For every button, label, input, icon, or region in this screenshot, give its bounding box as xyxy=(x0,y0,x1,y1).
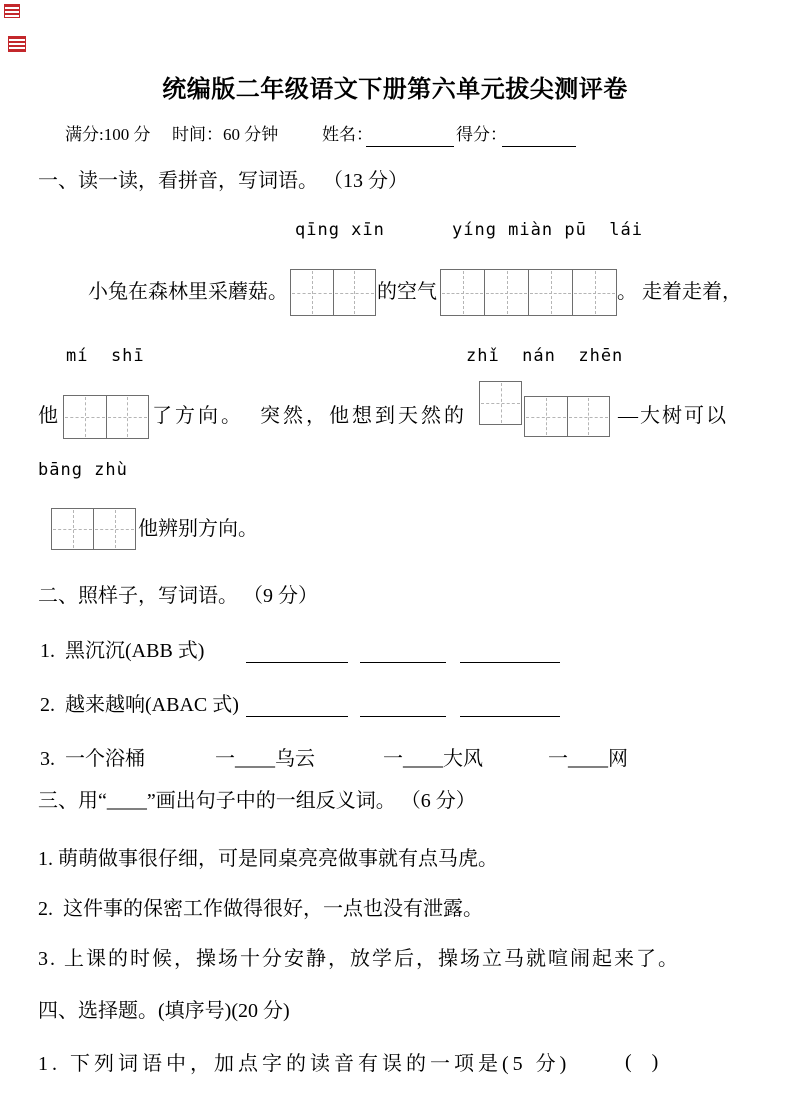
red-stamp-icon xyxy=(4,4,20,18)
tianzige-cell xyxy=(107,396,149,438)
tianzige-cell xyxy=(52,509,94,549)
section3-heading: 三、用“____”画出句子中的一组反义词。 （6 分） xyxy=(38,790,476,812)
tianzige-cell xyxy=(441,270,485,315)
sentence2-part3: —大树可以 xyxy=(618,405,728,427)
tianzige-cell xyxy=(291,270,334,315)
sentence2-part2: 了方向。 突然，他想到天然的 xyxy=(152,405,467,427)
tianzige-cell xyxy=(64,396,107,438)
tianzige-box xyxy=(479,381,522,425)
tianzige-cell xyxy=(485,270,529,315)
answer-blank-line xyxy=(360,700,446,717)
section3-item1: 1. 萌萌做事很仔细，可是同桌亮亮做事就有点马虎。 xyxy=(38,848,498,870)
tianzige-box xyxy=(290,269,376,316)
tianzige-box xyxy=(524,396,610,437)
tianzige-cell xyxy=(568,397,610,436)
sentence1-part3: 。 走着走着， xyxy=(617,281,742,303)
section4-heading: 四、选择题。(填序号)(20 分) xyxy=(38,1000,290,1022)
answer-parentheses: ( ) xyxy=(625,1051,659,1073)
tianzige-box xyxy=(51,508,136,550)
tianzige-box xyxy=(63,395,149,439)
pinyin-bangzhu: bāng zhù xyxy=(38,460,128,480)
section2-item3-blank2: 一____大风 xyxy=(383,748,483,770)
section3-item3: 3. 上课的时候，操场十分安静，放学后，操场立马就喧闹起来了。 xyxy=(38,948,680,970)
sentence1-part1: 小兔在森林里采蘑菇。 xyxy=(88,281,288,303)
section2-heading: 二、照样子，写词语。 （9 分） xyxy=(38,585,318,607)
pinyin-mishi: mí shī xyxy=(66,346,145,366)
score-blank-line xyxy=(502,130,576,147)
pinyin-yingmianpulai: yíng miàn pū lái xyxy=(452,220,643,240)
score-label: 得分： xyxy=(456,125,507,144)
section2-item1: 1. 黑沉沉(ABB 式) xyxy=(40,640,205,662)
section1-heading: 一、读一读，看拼音，写词语。 （13 分） xyxy=(38,170,408,192)
section2-item3: 3. 一个浴桶 xyxy=(40,748,145,770)
sentence3: 他辨别方向。 xyxy=(138,518,258,540)
tianzige-box xyxy=(440,269,617,316)
answer-blank-line xyxy=(246,700,348,717)
sentence2-part1: 他 xyxy=(38,405,58,427)
tianzige-cell xyxy=(94,509,135,549)
section3-item2: 2. 这件事的保密工作做得很好，一点也没有泄露。 xyxy=(38,898,483,920)
tianzige-cell xyxy=(529,270,573,315)
full-score-label: 满分:100 分 xyxy=(65,125,151,144)
pinyin-qingxin: qīng xīn xyxy=(295,220,385,240)
section2-item3-blank1: 一____乌云 xyxy=(215,748,315,770)
tianzige-cell xyxy=(525,397,568,436)
tianzige-cell xyxy=(334,270,376,315)
section2-item3-blank3: 一____网 xyxy=(548,748,628,770)
paper-title: 统编版二年级语文下册第六单元拔尖测评卷 xyxy=(162,76,628,103)
section2-item2: 2. 越来越响(ABAC 式) xyxy=(40,694,239,716)
answer-blank-line xyxy=(460,700,560,717)
pinyin-zhinanzhen: zhǐ nán zhēn xyxy=(466,346,624,366)
time-label: 时间：60 分钟 xyxy=(172,125,279,144)
name-label: 姓名： xyxy=(322,125,373,144)
tianzige-cell xyxy=(573,270,616,315)
sentence1-part2: 的空气 xyxy=(377,281,437,303)
answer-blank-line xyxy=(246,646,348,663)
answer-blank-line xyxy=(460,646,560,663)
red-stamp-icon xyxy=(8,36,26,52)
section4-item1: 1. 下列词语中，加点字的读音有误的一项是(5 分) xyxy=(38,1053,571,1075)
answer-blank-line xyxy=(360,646,446,663)
tianzige-cell xyxy=(480,382,521,424)
name-blank-line xyxy=(366,130,454,147)
